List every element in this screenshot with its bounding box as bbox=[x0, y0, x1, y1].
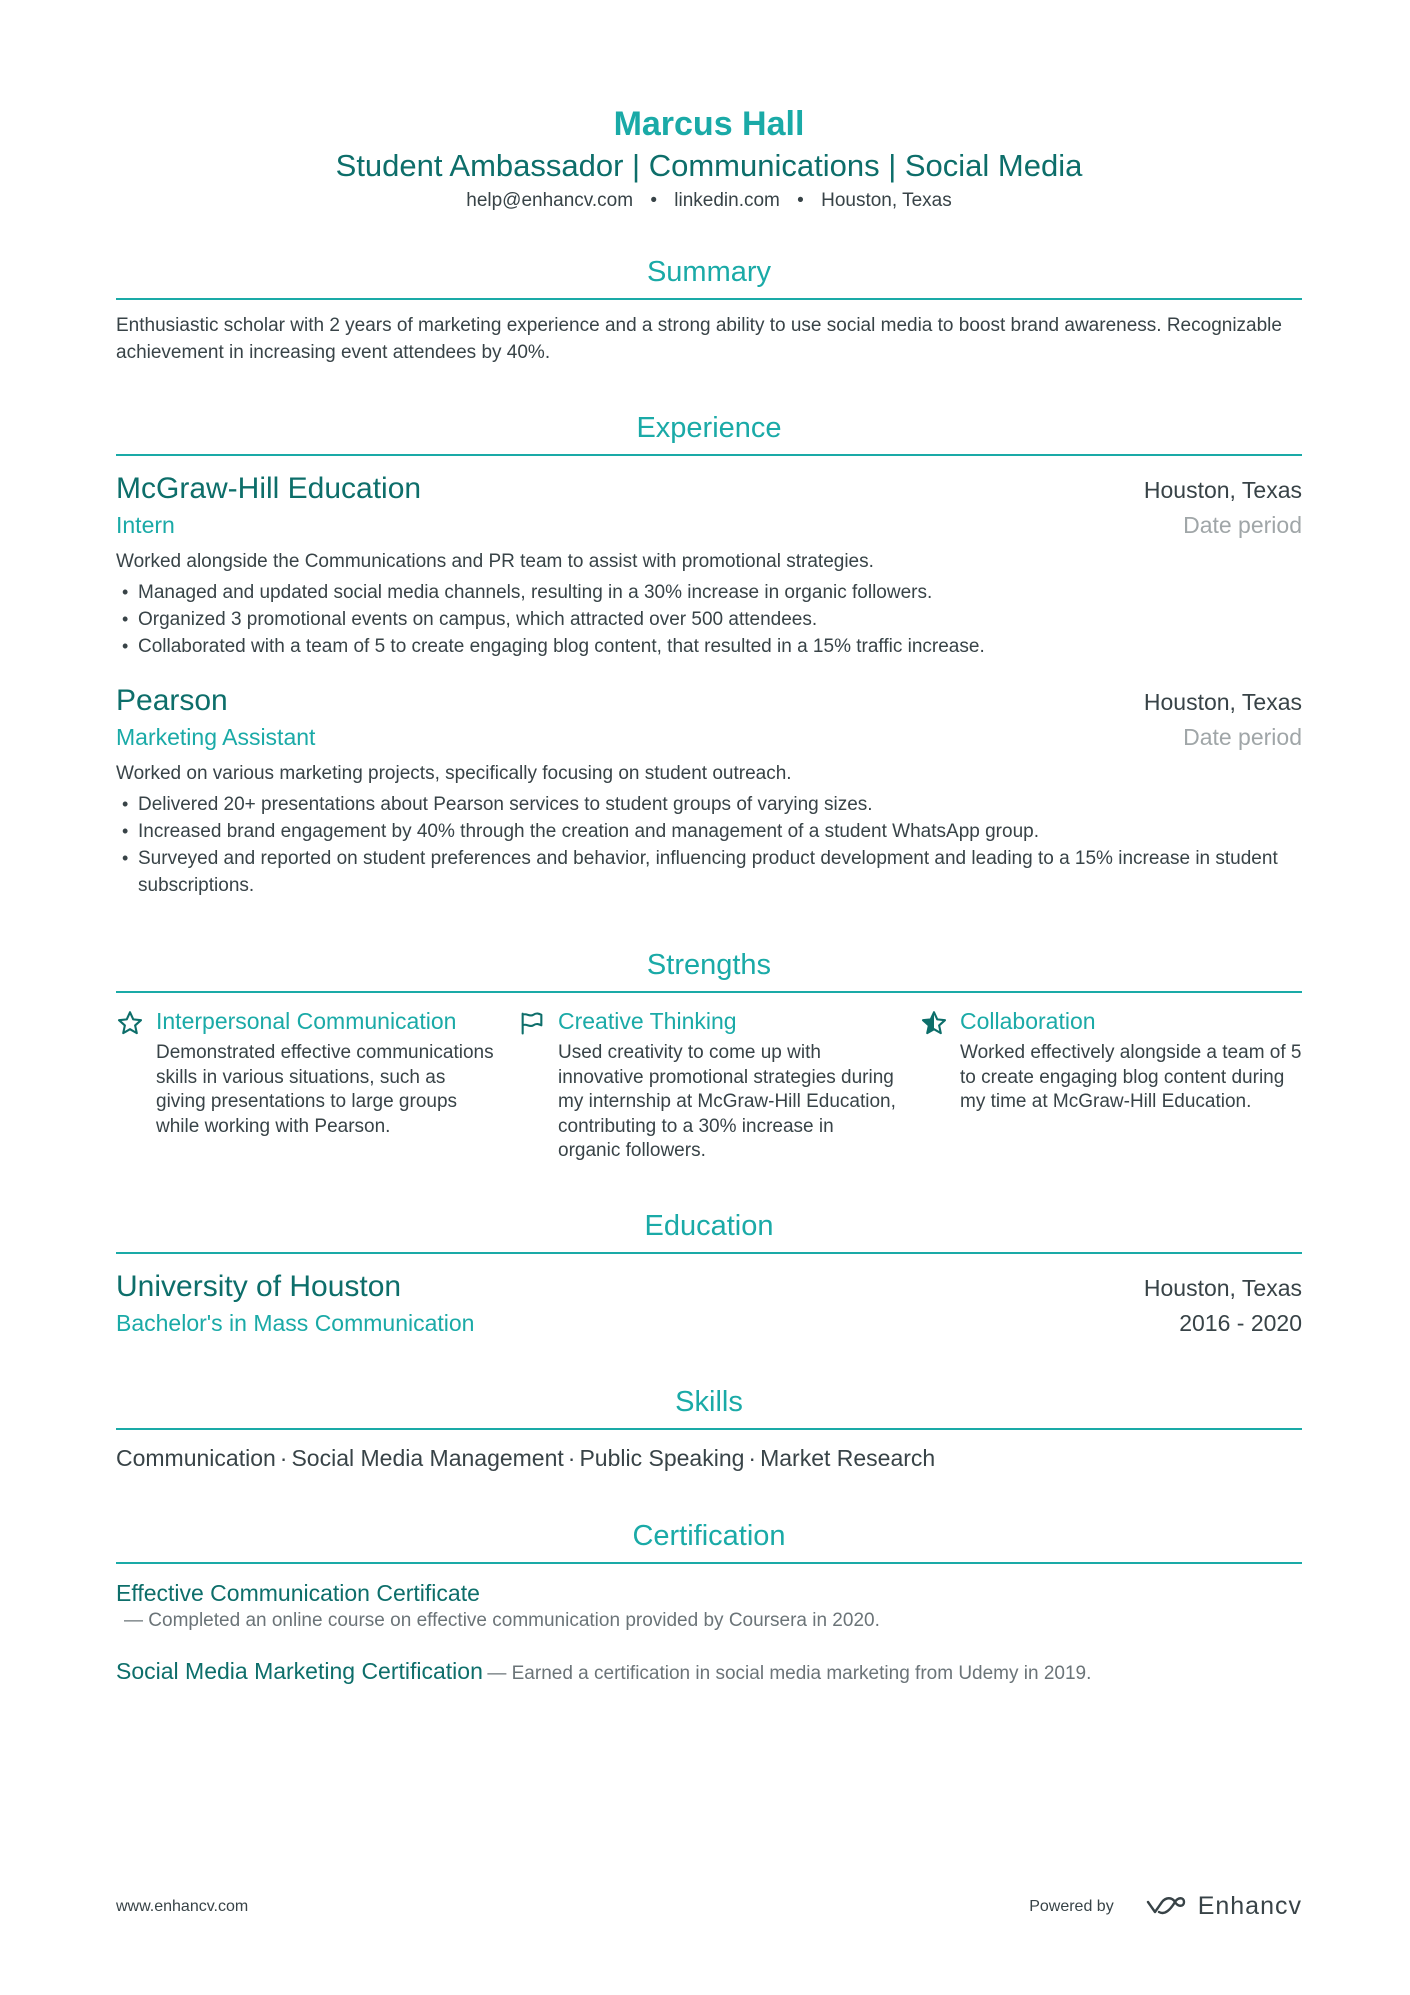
strength-description: Worked effectively alongside a team of 5 to create engaging blog content during my time at McGraw-Hill Education. bbox=[960, 1042, 1302, 1112]
job-role: Marketing Assistant bbox=[116, 724, 316, 750]
strength-item bbox=[920, 1007, 1302, 1164]
star-half-icon bbox=[920, 1007, 960, 1164]
experience-entry bbox=[116, 470, 1302, 660]
job-date: Date period bbox=[1183, 724, 1302, 750]
experience-section bbox=[116, 410, 1302, 899]
summary-section bbox=[116, 254, 1302, 366]
bullet-item: • Collaborated with a team of 5 to create engaging blog content, that resulted in a 15% traffic increase. bbox=[116, 633, 1302, 660]
education-section bbox=[116, 1208, 1302, 1340]
job-role: Intern bbox=[116, 512, 175, 538]
job-location: Houston, Texas bbox=[1143, 477, 1302, 503]
page-footer bbox=[116, 1892, 1302, 1921]
powered-by bbox=[1029, 1892, 1302, 1921]
skill-item: Market Research bbox=[760, 1444, 936, 1471]
contact-email[interactable]: help@enhancv.com bbox=[466, 190, 634, 211]
resume-page bbox=[116, 0, 1302, 1687]
certification-entry: Social Media Marketing Certification — Earned a certification in social media marketing from Udemy in 2019. bbox=[116, 1657, 1092, 1684]
bullet-item: • Managed and updated social media channels, resulting in a 30% increase in organic followers. bbox=[116, 579, 1302, 606]
section-heading-summary: Summary bbox=[116, 254, 1302, 300]
summary-text: Enthusiastic scholar with 2 years of marketing experience and a strong ability to use social media to boost brand awareness. Recognizable achievement in increasing event attendees by 40%. bbox=[116, 315, 1282, 363]
bullet-item: • Organized 3 promotional events on campus, which attracted over 500 attendees. bbox=[116, 606, 1302, 633]
skills-section bbox=[116, 1384, 1302, 1474]
job-bullets bbox=[116, 579, 1302, 660]
enhancv-logo-icon bbox=[1142, 1894, 1188, 1920]
strength-item bbox=[518, 1007, 900, 1164]
skill-item: Social Media Management bbox=[291, 1444, 564, 1471]
skill-item: Communication bbox=[116, 1444, 276, 1471]
strengths-grid bbox=[116, 1007, 1302, 1164]
certification-name: Effective Communication Certificate bbox=[116, 1579, 480, 1606]
strength-title: Collaboration bbox=[960, 1008, 1096, 1034]
certification-description: Earned a certification in social media marketing from Udemy in 2019. bbox=[511, 1662, 1092, 1684]
powered-by-label: Powered by bbox=[1029, 1897, 1114, 1915]
company-name: McGraw-Hill Education bbox=[116, 472, 422, 505]
certification-entry: Effective Communication Certificate — Completed an online course on effective communication provided by Coursera in 2020. bbox=[116, 1578, 1302, 1634]
flag-icon bbox=[518, 1007, 558, 1164]
job-description: Worked alongside the Communications and PR team to assist with promotional strategies. bbox=[116, 551, 874, 572]
job-date: Date period bbox=[1183, 512, 1302, 538]
skill-item: Public Speaking bbox=[579, 1444, 745, 1471]
separator-dot: • bbox=[797, 190, 804, 211]
degree-name: Bachelor's in Mass Communication bbox=[116, 1309, 475, 1336]
skills-list: Communication · Social Media Management · Public Speaking · Market Research bbox=[116, 1444, 936, 1471]
strength-item bbox=[116, 1007, 498, 1164]
separator-dot: • bbox=[650, 190, 657, 211]
star-outline-icon bbox=[116, 1007, 156, 1164]
contact-line bbox=[116, 188, 1302, 214]
bullet-item: • Delivered 20+ presentations about Pearson services to student groups of varying sizes. bbox=[116, 791, 1302, 818]
candidate-name: Marcus Hall bbox=[613, 105, 805, 143]
strength-description: Used creativity to come up with innovative promotional strategies during my internship at McGraw-Hill Education, contributing to a 30% increase in organic followers. bbox=[558, 1042, 896, 1161]
bullet-item: • Surveyed and reported on student preferences and behavior, influencing product development and leading to a 15% increase in student subscriptions. bbox=[116, 845, 1302, 899]
candidate-title: Student Ambassador | Communications | Social Media bbox=[335, 148, 1083, 183]
contact-location: Houston, Texas bbox=[821, 190, 952, 211]
strength-title: Creative Thinking bbox=[558, 1008, 737, 1034]
bullet-item: • Increased brand engagement by 40% through the creation and management of a student WhatsApp group. bbox=[116, 818, 1302, 845]
experience-entry bbox=[116, 682, 1302, 899]
footer-url[interactable]: www.enhancv.com bbox=[116, 1897, 249, 1915]
school-location: Houston, Texas bbox=[1143, 1274, 1302, 1301]
job-bullets bbox=[116, 791, 1302, 899]
education-entry bbox=[116, 1268, 1302, 1340]
contact-linkedin[interactable]: linkedin.com bbox=[674, 190, 780, 211]
enhancv-brand: Enhancv bbox=[1197, 1892, 1302, 1920]
strength-title: Interpersonal Communication bbox=[156, 1008, 457, 1034]
certification-description: Completed an online course on effective communication provided by Coursera in 2020. bbox=[148, 1609, 880, 1631]
job-location: Houston, Texas bbox=[1143, 689, 1302, 715]
strength-description: Demonstrated effective communications skills in various situations, such as giving presentations to large groups while working with Pearson. bbox=[156, 1042, 494, 1137]
certification-section bbox=[116, 1518, 1302, 1687]
job-description: Worked on various marketing projects, specifically focusing on student outreach. bbox=[116, 763, 792, 784]
strengths-section bbox=[116, 947, 1302, 1164]
education-years: 2016 - 2020 bbox=[1179, 1309, 1302, 1336]
resume-header bbox=[116, 0, 1302, 214]
section-heading-certification: Certification bbox=[116, 1518, 1302, 1564]
school-name: University of Houston bbox=[116, 1269, 402, 1303]
section-heading-skills: Skills bbox=[116, 1384, 1302, 1430]
section-heading-strengths: Strengths bbox=[116, 947, 1302, 993]
section-heading-education: Education bbox=[116, 1208, 1302, 1254]
certification-name: Social Media Marketing Certification bbox=[116, 1657, 483, 1684]
section-heading-experience: Experience bbox=[116, 410, 1302, 456]
company-name: Pearson bbox=[116, 684, 228, 717]
